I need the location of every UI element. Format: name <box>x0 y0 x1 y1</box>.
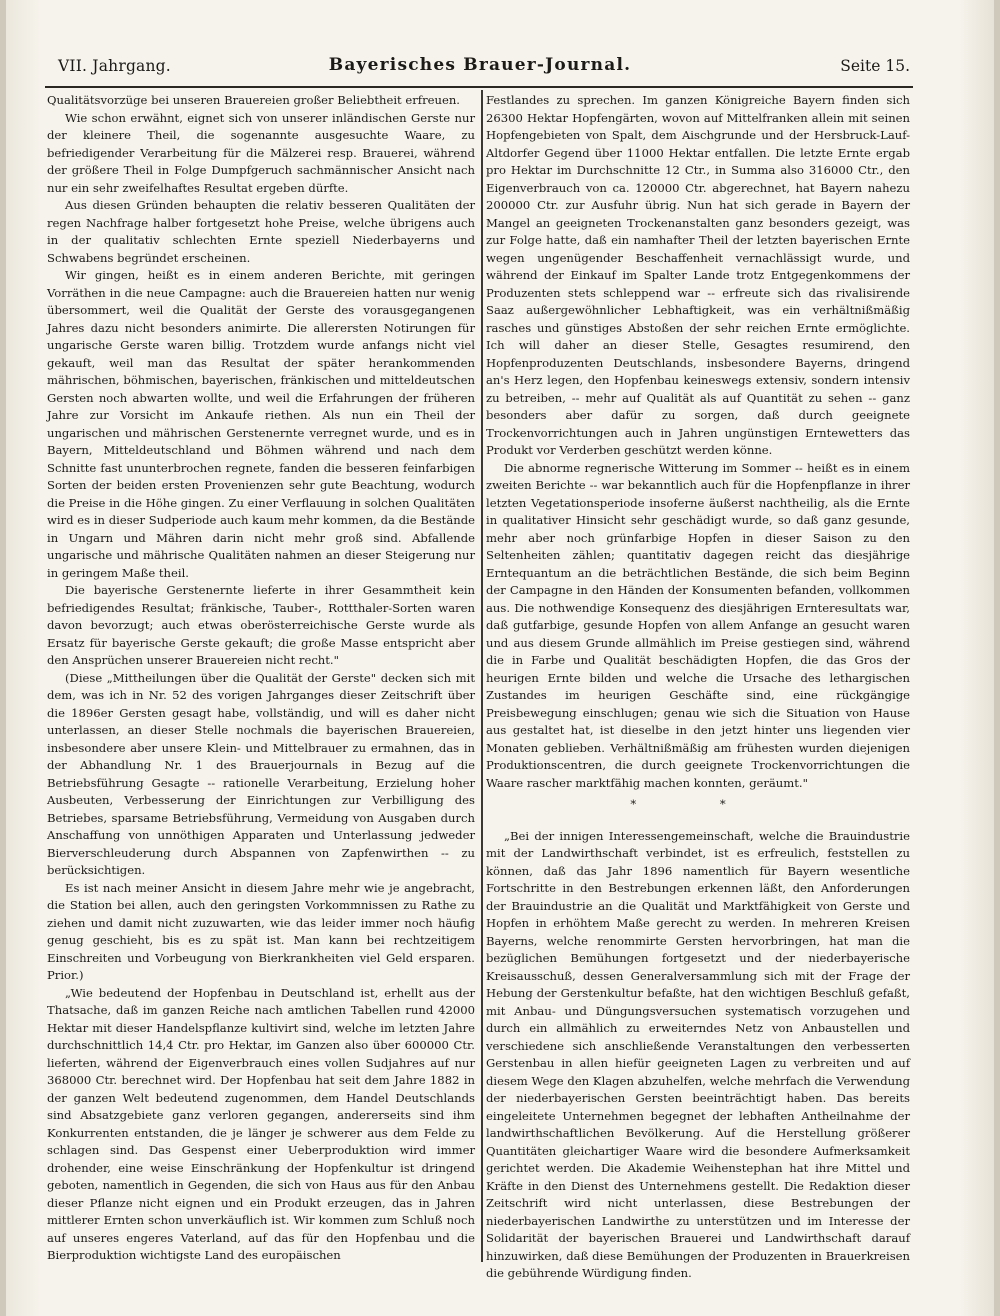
section-separator: * * <box>630 797 766 811</box>
paragraph: Die abnorme regnerische Witterung im Sommer -- heißt es in einem zweiten Berichte -- war bekanntlich auch für die Hopfenpflanze in ihrer letzten Vegetationsperiode insoferne äußerst nachtheilig, als die Ernte in qualitativer Hinsicht sehr geschädigt wurde, so daß ganz gesunde, mehr aber noch grünfarbige Hopfen in dieser Saison zu den Seltenheiten zählen; quantitativ dagegen reicht das diesjährige Erntequantum an die beträchtlichen Bestände, die sich beim Beginn der Campagne in den Händen der Konsumenten befanden, vollkommen aus. Die nothwendige Konsequenz des diesjährigen Ernteresultats war, daß gutfarbige, gesunde Hopfen von allem Anfange an gesucht waren und aus diesem Grunde allmählich im Preise gestiegen sind, während die in Farbe und Qualität beschädigten Hopfen, die das Gros der heurigen Ernte bilden und welche die Ursache des lethargischen Zustandes im heurigen Geschäfte sind, eine rückgängige Preisbewegung einschlugen; genau wie sich die Situation von Hause aus gestaltet hat, ist dieselbe in den jetzt hinter uns liegenden vier Monaten geblieben. Verhältnißmäßig am frühesten wurden diejenigen Produktionscentren, die durch geeignete Trockenvorrichtungen die Waare rascher marktfähig machen konnten, geräumt." <box>486 460 910 790</box>
paragraph: Festlandes zu sprechen. Im ganzen Königreiche Bayern finden sich 26300 Hektar Hopfengärten, wovon auf Mittelfranken allein mit seinen Hopfengebieten von Spalt, dem Aischgrunde und der Hersbruck-Lauf-Altdorfer Gegend über 11000 Hektar entfallen. Die letzte Ernte ergab pro Hektar im Durchschnitte 12 Ctr., in Summa also 316000 Ctr., den Eigenverbrauch von ca. 120000 Ctr. abgerechnet, hat Bayern nahezu 200000 Ctr. zur Ausfuhr übrig. Nun hat sich gerade in Bayern der Mangel an geeigneten Trockenanstalten ganz besonders gezeigt, was zur Folge hatte, daß ein namhafter Theil der letzten bayerischen Ernte wegen ungenügender Beschaffenheit vernachlässigt wurde, und während der Einkauf im Spalter Lande trotz Entgegenkommens der Produzenten stets schleppend war -- erfreute sich das rivalisirende Saaz außergewöhnlicher Lebhaftigkeit, was ein verhältnißmäßig rasches und günstiges Abstoßen der sehr reichen Ernte ermöglichte. Ich will daher an dieser Stelle, Gesagtes resumirend, den Hopfenproduzenten Deutschlands, insbesondere Bayerns, dringend an's Herz legen, den Hopfenbau keineswegs extensiv, sondern intensiv zu betreiben, -- mehr auf Qualität als auf Quantität zu sehen -- ganz besonders aber dafür zu sorgen, daß durch geeignete Trockenvorrichtungen auch in Jahren ungünstigen Erntewetters das Produkt vor Verderben geschützt werden könne. <box>486 93 910 457</box>
page-right-edge <box>994 0 1000 1316</box>
paragraph: Aus diesen Gründen behaupten die relativ besseren Qualitäten der regen Nachfrage halber fortgesetzt hohe Preise, welche übrigens auch in der qualitativ schlechten Ernte speziell Niederbayerns und Schwabens begründet erscheinen. <box>47 198 475 265</box>
journal-title: Bayerisches Brauer-Journal. <box>328 55 632 75</box>
paragraph: „Bei der innigen Interessengemeinschaft, welche die Brauindustrie mit der Landwirthschaft verbindet, ist es erfreulich, feststellen zu können, daß das Jahr 1896 namentlich für Bayern wesentliche Fortschritte in den Bestrebungen erkennen läßt, den Anforderungen der Brauindustrie an die Qualität und Marktfähigkeit von Gerste und Hopfen in erhöhtem Maße gerecht zu werden. In mehreren Kreisen Bayerns, welche renommirte Gersten hervorbringen, hat man die bezüglichen Bemühungen fortgesetzt und der niederbayerische Kreisausschuß, dessen Generalversammlung sich mit der Frage der Hebung der Gerstenkultur befaßte, hat den wichtigen Beschluß gefaßt, mit Anbau- und Düngungsversuchen systematisch vorzugehen und durch ein allmählich zu erweiterndes Netz von Anbaustellen und verschiedene sich anschließende Veranstaltungen den verbesserten Gerstenbau in allen hiefür geeigneten Lagen zu verbreiten und auf diesem Wege den Klagen abzuhelfen, welche mehrfach die Verwendung der niederbayerischen Gersten beeinträchtigt haben. Das bereits eingeleitete Unternehmen begegnet der lebhaften Antheilnahme der landwirthschaftlichen Bevölkerung. Auf die Herstellung größerer Quantitäten gleichartiger Waare wird die besondere Aufmerksamkeit gerichtet werden. Die Akademie Weihenstephan hat ihre Mittel und Kräfte in den Dienst des Unternehmens gestellt. Die Redaktion dieser Zeitschrift wird nicht unterlassen, diese Bestrebungen der niederbayerischen Landwirthe zu unterstützen und im Interesse der Solidarität der bayerischen Brauerei und Landwirthschaft darauf hinzuwirken, daß diese Bemühungen der Produzenten in Brauerkreisen die gebührende Würdigung finden. <box>486 828 910 1280</box>
left-column <box>47 92 475 1262</box>
paragraph: Die bayerische Gerstenernte lieferte in ihrer Gesammtheit kein befriedigendes Resultat; fränkische, Tauber-, Rottthaler-Sorten waren davon bevorzugt; auch etwas oberösterreichische Gerste wurde als Ersatz für bayerische Gerste gekauft; die große Masse entspricht aber den Ansprüchen unserer Brauereien nicht recht." <box>47 583 475 667</box>
page-left-edge <box>0 0 6 1316</box>
paragraph: „Wie bedeutend der Hopfenbau in Deutschland ist, erhellt aus der Thatsache, daß im ganzen Reiche nach amtlichen Tabellen rund 42000 Hektar mit dieser Handelspflanze kultivirt sind, welche im letzten Jahre durchschnittlich 14,4 Ctr. pro Hektar, im Ganzen also über 600000 Ctr. lieferten, während der Eigenverbrauch eines vollen Sudjahres auf nur 368000 Ctr. berechnet wird. Der Hopfenbau hat seit dem Jahre 1882 in der ganzen Welt bedeutend zugenommen, dem Handel Deutschlands sind Absatzgebiete ganz verloren gegangen, andererseits sind ihm Konkurrenten entstanden, die je länger je schwerer aus dem Felde zu schlagen sind. Das Gespenst einer Ueberproduktion wird immer drohender, eine weise Einschränkung der Hopfenkultur ist dringend geboten, namentlich in Gegenden, die sich von Haus aus für den Anbau dieser Pflanze nicht eignen und ein Produkt erzeugen, das in Jahren mittlerer Ernten schon unverkäuflich ist. Wir kommen zum Schluß noch auf unseres engeres Vaterland, auf das für den Hopfenbau und die Bierproduktion wichtigste Land des europäischen <box>47 985 475 1262</box>
right-column <box>486 92 910 1280</box>
header-rule <box>45 86 913 88</box>
paragraph: Qualitätsvorzüge bei unseren Brauereien großer Beliebtheit erfreuen. <box>47 93 460 107</box>
page-header <box>50 57 910 85</box>
paragraph: Es ist nach meiner Ansicht in diesem Jahre mehr wie je angebracht, die Station bei allen, auch den geringsten Vorkommnissen zu Rathe zu ziehen und damit nicht zuzuwarten, wie das leider immer noch häufig genug geschieht, bis es zu spät ist. Man kann bei rechtzeitigem Einschreiten und Vorbeugung von Bierkrankheiten viel Geld ersparen. Prior.) <box>47 880 475 982</box>
page-number: Seite 15. <box>840 57 910 75</box>
paragraph: (Diese „Mittheilungen über die Qualität der Gerste" decken sich mit dem, was ich in Nr. 52 des vorigen Jahrganges dieser Zeitschrift über die 1896er Gersten gesagt habe, vollständig, und will es daher nicht unterlassen, an dieser Stelle nochmals die bayerischen Brauereien, insbesondere aber unsere Klein- und Mittelbrauer zu ermahnen, das in der Abhandlung Nr. 1 des Brauerjournals in Bezug auf die Betriebsführung Gesagte -- rationelle Verarbeitung, Erzielung hoher Ausbeuten, Verbesserung der Einrichtungen zur Verbilligung des Betriebes, sparsame Betriebsführung, Vermeidung von Ausgaben durch Anschaffung von unnöthigen Apparaten und Unterlassung jedweder Bierverschleuderung durch Abspannen von Zapfenwirthen -- zu berücksichtigen. <box>47 670 475 877</box>
column-divider <box>481 90 483 1262</box>
paragraph: Wie schon erwähnt, eignet sich von unserer inländischen Gerste nur der kleinere Theil, die sogenannte ausgesuchte Waare, zu befriedigender Verarbeitung für die Mälzerei resp. Brauerei, während der größere Theil in Folge Dumpfgeruch sachmännischer Ansicht nach nur ein sehr zweifelhaftes Resultat ergeben dürfte. <box>47 110 475 195</box>
volume-label: VII. Jahrgang. <box>58 57 171 75</box>
paragraph: Wir gingen, heißt es in einem anderen Berichte, mit geringen Vorräthen in die neue Campagne: auch die Brauereien hatten nur wenig übersommert, weil die Qualität der Gerste des vorausgegangenen Jahres dazu nicht besonders animirte. Die allerersten Notirungen für ungarische Gerste waren billig. Trotzdem wurde anfangs nicht viel gekauft, weil man das Resultat der später herankommenden mährischen, böhmischen, bayerischen, fränkischen und mitteldeutschen Gersten noch abwarten wollte, und weil die Erfahrungen der früheren Jahre zur Vorsicht im Ankaufe riethen. Als nun ein Theil der ungarischen und mährischen Gerstenernte verregnet wurde, und es in Bayern, Mitteldeutschland und Böhmen während und nach dem Schnitte fast ununterbrochen regnete, fanden die besseren feinfarbigen Sorten der beiden ersten Provenienzen sehr gute Beachtung, wodurch die Preise in die Höhe gingen. Zu einer Verflauung in solchen Qualitäten wird es in dieser Sudperiode auch kaum mehr kommen, da die Bestände in Ungarn und Mähren darin nicht mehr groß sind. Abfallende ungarische und mährische Qualitäten nahmen an dieser Steigerung nur in geringem Maße theil. <box>47 268 475 580</box>
